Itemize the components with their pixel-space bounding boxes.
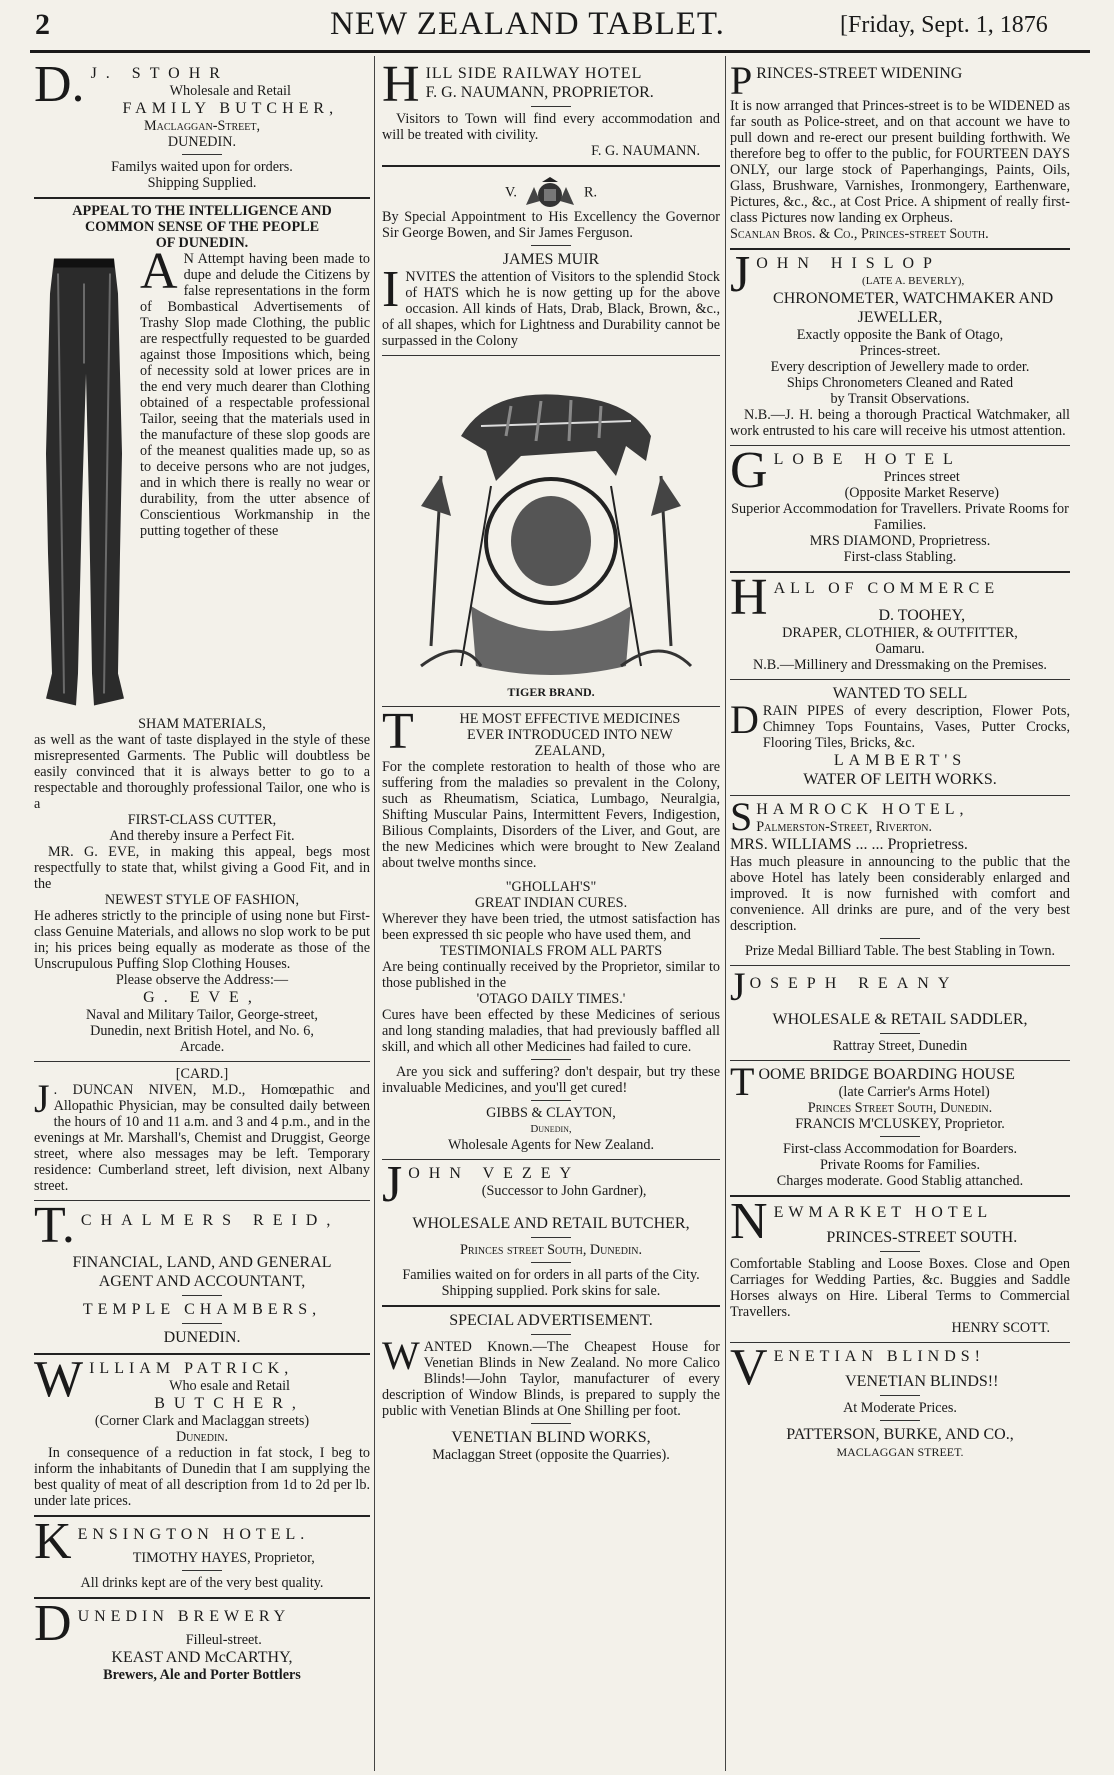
drop-cap: D	[730, 697, 759, 742]
divider	[531, 1262, 571, 1263]
ad-body: Are being continually received by the Proprietor, similar to those published in the	[382, 959, 720, 991]
drop-cap: H	[382, 60, 420, 113]
tiger-brand-illustration	[401, 366, 701, 682]
ad-vezey	[382, 1156, 720, 1307]
ad-body: Wherever they have been tried, the utmost satisfaction has been expressed th sic people who have used them, and	[382, 911, 720, 943]
drop-cap: N	[730, 1193, 768, 1250]
ad-stohr	[34, 60, 370, 199]
ad-emphasis: SHAM MATERIALS,	[138, 716, 266, 732]
drop-cap: J	[382, 1156, 403, 1213]
ad-heading: SPECIAL ADVERTISEMENT.	[449, 1312, 653, 1329]
ad-line: (late Carrier's Arms Hotel)	[838, 1084, 990, 1100]
divider	[531, 1059, 571, 1060]
ad-line: Dunedin.	[175, 1429, 229, 1445]
ad-line: Wholesale and Retail	[169, 83, 291, 99]
ad-line: DRAPER, CLOTHIER, & OUTFITTER,	[782, 625, 1018, 641]
ad-line: AGENT AND ACCOUNTANT,	[98, 1273, 306, 1290]
ad-line: Filleul-street.	[185, 1632, 262, 1648]
ad-line: FRANCIS M'CLUSKEY, Proprietor.	[795, 1116, 1005, 1132]
drop-cap: A	[140, 243, 178, 300]
ad-line: WHOLESALE & RETAIL SADDLER,	[772, 1011, 1028, 1028]
drop-cap: P	[730, 60, 753, 103]
royal-crest-icon	[520, 177, 580, 209]
drop-cap: W	[34, 1351, 84, 1408]
drop-cap: G	[730, 442, 768, 499]
ad-line: Arcade.	[179, 1039, 225, 1055]
ad-reid	[34, 1197, 370, 1355]
ad-kensington	[34, 1513, 370, 1599]
ad-line: MRS DIAMOND, Proprietress.	[809, 533, 991, 549]
ad-emphasis: 'OTAGO DAILY TIMES.'	[476, 991, 626, 1007]
ad-line: N.B.—Millinery and Dressmaking on the Premises.	[753, 657, 1047, 673]
drop-cap: H	[730, 569, 768, 626]
ad-hislop	[730, 246, 1070, 446]
ad-brewery	[34, 1595, 370, 1689]
ad-line: Princes street South, Dunedin.	[459, 1242, 643, 1258]
ad-body: NVITES the attention of Visitors to the splendid Stock of HATS which he is now getting up for the above occasion. All kinds of Hats, Drab, Black, Brown, &c., of all shapes, which for Lightness and Durability cannot be surpassed in the Colony	[382, 269, 720, 349]
ad-line: Brewers, Ale and Porter Bottlers	[103, 1667, 301, 1683]
advertiser-name: J. STOHR	[90, 65, 229, 82]
ad-line: Private Rooms for Families.	[820, 1157, 980, 1173]
divider	[182, 1570, 222, 1571]
divider	[531, 1423, 571, 1424]
advertiser-name: ENETIAN BLINDS!	[773, 1348, 985, 1365]
ad-eve	[34, 199, 370, 1062]
advertiser-name: CHALMERS REID,	[80, 1212, 340, 1229]
ad-line: Shipping supplied. Pork skins for sale.	[441, 1283, 661, 1299]
drop-cap: J	[730, 246, 751, 303]
divider	[531, 106, 571, 107]
ad-line: Dunedin, next British Hotel, and No. 6,	[90, 1023, 314, 1039]
ad-line: JEWELLER,	[857, 309, 943, 326]
drop-cap: I	[382, 261, 400, 318]
ad-body: It is now arranged that Princes-street is to be WIDENED as far south as Police-street, and on that account we have to pull down and re-erect our present building forthwith. We therefore beg to offer to the public, for FOURTEEN DAYS ONLY, our large stock of Paperhangings, Paints, Oils, Glass, Brushware, Varnishes, Ironmongery, Earthenware, Pictures, &c., &c., at Cost Price. A shipment of really first-class Pictures now landing ex Orpheus.	[730, 98, 1070, 226]
ad-heading: HE MOST EFFECTIVE MEDICINES	[459, 711, 681, 727]
ad-toome	[730, 1061, 1070, 1197]
ad-line: (LATE A. BEVERLY),	[862, 275, 965, 287]
ad-line: Princes street	[883, 469, 960, 485]
royal-r: R.	[584, 184, 598, 201]
ad-emphasis: GREAT INDIAN CURES.	[474, 895, 628, 911]
ad-line: First-class Accommodation for Boarders.	[782, 1141, 1018, 1157]
divider	[880, 1251, 920, 1252]
ad-line: Shipping Supplied.	[147, 175, 257, 191]
divider	[880, 1420, 920, 1421]
ad-emphasis: TESTIMONIALS FROM ALL PARTS	[439, 943, 663, 959]
advertiser-name: ILLIAM PATRICK,	[89, 1360, 294, 1377]
drop-cap: T	[382, 703, 414, 760]
ad-body: By Special Appointment to His Excellency the Governor Sir George Bowen, and Sir James Ferguson.	[382, 209, 720, 241]
page-number: 2	[35, 8, 50, 41]
ad-line: D. TOOHEY,	[878, 607, 966, 624]
ad-body: as well as the want of taste displayed in the style of these misrepresented Garments. The Public will doubtless be easily convinced that it is always better to go to a respectable and thoroughly professional Tailor, one who is a	[34, 732, 370, 812]
ad-patrick	[34, 1351, 370, 1517]
ad-line: F. G. NAUMANN, PROPRIETOR.	[425, 84, 654, 101]
drop-cap: S	[730, 794, 753, 839]
header-rule	[30, 50, 1090, 53]
ad-line: by Transit Observations.	[830, 391, 970, 407]
ad-heading: [CARD.]	[175, 1066, 229, 1082]
advertiser-name: ENSINGTON HOTEL.	[77, 1526, 310, 1543]
advertiser-name: OHN VEZEY	[408, 1165, 581, 1182]
ad-line: Familys waited upon for orders.	[111, 159, 293, 175]
issue-date: [Friday, Sept. 1, 1876	[840, 12, 1048, 38]
divider	[531, 1100, 571, 1101]
ad-line: Every description of Jewellery made to order.	[770, 359, 1030, 375]
ad-heading: APPEAL TO THE INTELLIGENCE AND	[72, 203, 332, 219]
ad-body: Comfortable Stabling and Loose Boxes. Close and Open Carriages for Wedding Parties, &c. Buggies and Saddle Horses always on Hire. Liberal Terms to Commercial Travellers.	[730, 1256, 1070, 1320]
ad-muir	[382, 167, 720, 356]
ad-line: Exactly opposite the Bank of Otago,	[796, 327, 1004, 343]
advertiser-name: JAMES MUIR	[502, 251, 600, 268]
divider	[531, 1237, 571, 1238]
ad-signature: F. G. NAUMANN.	[591, 143, 700, 159]
drop-cap: T.	[34, 1197, 75, 1254]
ad-line: Palmerston-Street, Riverton.	[756, 819, 932, 835]
advertiser-name: PATTERSON, BURKE, AND CO.,	[786, 1426, 1014, 1443]
ad-line: Maclaggan Street (opposite the Quarries).	[432, 1447, 670, 1463]
divider	[182, 154, 222, 155]
ad-line: BUTCHER,	[154, 1395, 305, 1412]
column-1	[34, 60, 370, 1770]
divider	[880, 1395, 920, 1396]
divider	[531, 245, 571, 246]
advertiser-name: GIBBS & CLAYTON,	[486, 1105, 616, 1121]
ad-line: Please observe the Address:—	[115, 972, 289, 988]
divider	[182, 1323, 222, 1324]
advertiser-name: EWMARKET HOTEL	[773, 1204, 993, 1221]
drop-cap: W	[382, 1333, 420, 1378]
column-3	[730, 60, 1070, 1770]
ad-line: Oamaru.	[875, 641, 925, 657]
ad-line: At Moderate Prices.	[843, 1400, 957, 1416]
ad-hillside	[382, 60, 720, 167]
ad-globe	[730, 442, 1070, 573]
advertiser-name: OHN HISLOP	[756, 255, 941, 272]
ad-heading: OF DUNEDIN.	[155, 235, 249, 251]
ad-emphasis: FIRST-CLASS CUTTER,	[127, 812, 277, 828]
ad-line: Wholesale Agents for New Zealand.	[447, 1137, 655, 1153]
ad-line: Princes-street.	[859, 343, 941, 359]
ad-heading: COMMON SENSE OF THE PEOPLE	[84, 219, 320, 235]
masthead-title: NEW ZEALAND TABLET.	[330, 6, 725, 42]
ad-newmarket	[730, 1193, 1070, 1343]
advertiser-name: VENETIAN BLIND WORKS,	[451, 1429, 651, 1446]
advertiser-name: HAMROCK HOTEL,	[756, 801, 969, 818]
drop-cap: K	[34, 1513, 72, 1570]
advertiser-name: UNEDIN BREWERY	[77, 1608, 291, 1625]
ad-emphasis: NEWEST STYLE OF FASHION,	[104, 892, 300, 908]
ad-niven	[34, 1062, 370, 1201]
drop-cap: J	[34, 1076, 50, 1121]
ad-body: Cures have been effected by these Medicines of serious and long standing maladies, that had previously baffled all skill, and which all other Medicines had failed to cure.	[382, 1007, 720, 1055]
ad-body: Are you sick and suffering? don't despair, but try these invaluable Medicines, and you'll get cured!	[382, 1064, 720, 1096]
page-header	[0, 0, 1114, 54]
ad-venetian	[730, 1339, 1070, 1466]
ad-heading: RINCES-STREET WIDENING	[756, 65, 963, 82]
ad-special	[382, 1307, 720, 1469]
ad-line: CHRONOMETER, WATCHMAKER AND	[773, 290, 1054, 307]
ad-line: (Corner Clark and Maclaggan streets)	[94, 1413, 310, 1429]
ad-body: N Attempt having been made to dupe and delude the Citizens by false representations in the form of Bombastical Advertisements of Trashy Slop made Clothing, the public are respectfully requested to be guarded against those Impositions which, being of necessity sold at lower prices are in the end very much dearer than Clothing obtained of a respectable professional Tailor, seeing that the materials used in the manufacture of these slop goods are of the meanest qualities made up, so as to deceive persons who are not judges, and in which there is really no wear or durability, from the utter absence of Conscientious Workmanship in the putting together of these	[140, 251, 370, 539]
ad-body: He adheres strictly to the principle of using none but First-class Genuine Materials, and allows no slop work to be put in; his prices being equally as moderate as those of the Unscrupulous Puffing Slop Clothing Houses.	[34, 908, 370, 972]
ad-line: FAMILY BUTCHER,	[122, 100, 339, 117]
drop-cap: V	[730, 1339, 768, 1396]
ad-heading: WANTED TO SELL	[832, 685, 968, 702]
column-rule	[725, 56, 726, 1771]
advertiser-name: ALL OF COMMERCE	[773, 580, 1000, 597]
ad-body: Visitors to Town will find every accommodation and will be treated with civility.	[382, 111, 720, 143]
ad-line: VENETIAN BLINDS!!	[845, 1373, 999, 1390]
ad-line: PRINCES-STREET SOUTH.	[826, 1229, 1018, 1246]
ad-emphasis: "GHOLLAH'S"	[505, 879, 597, 895]
ad-line: MACLAGGAN STREET.	[836, 1445, 964, 1459]
advertiser-name: G. EVE,	[143, 989, 261, 1006]
divider	[531, 1334, 571, 1335]
ad-commerce	[730, 569, 1070, 680]
ad-line: Prize Medal Billiard Table. The best Stabling in Town.	[744, 943, 1056, 959]
ad-line: And thereby insure a Perfect Fit.	[109, 828, 295, 844]
ad-heading: ZEALAND,	[534, 743, 606, 759]
drop-cap: J	[730, 964, 746, 1009]
ad-ghollah	[382, 703, 720, 1160]
ad-line: (Successor to John Gardner),	[481, 1183, 647, 1199]
advertiser-name: LAMBERT'S	[833, 752, 967, 769]
ad-heading: EVER INTRODUCED INTO NEW	[466, 727, 673, 743]
ad-body: N.B.—J. H. being a thorough Practical Watchmaker, all work entrusted to his care will receive his utmost attention.	[730, 407, 1070, 439]
ad-line: First-class Stabling.	[843, 549, 957, 565]
ad-line: FINANCIAL, LAND, AND GENERAL	[72, 1254, 332, 1271]
ad-line: TIMOTHY HAYES, Proprietor,	[132, 1550, 315, 1566]
ad-body: Has much pleasure in announcing to the public that the above Hotel has lately been considerably enlarged and improved. It is now furnished with comfort and convenience. All drinks are pure, and of the very best description.	[730, 854, 1070, 934]
ad-line: Maclaggan-Street,	[144, 118, 260, 134]
trousers-illustration	[34, 251, 134, 716]
ad-line: KEAST AND McCARTHY,	[111, 1649, 293, 1666]
ad-reany	[730, 966, 1070, 1061]
ad-body: ANTED Known.—The Cheapest House for Venetian Blinds in New Zealand. No more Calico Blinds!—John Taylor, manufacturer of every description of Window Blinds, is prepared to supply the public with Venetian Blinds at One Shilling per foot.	[382, 1339, 720, 1419]
ad-lambert	[730, 680, 1070, 796]
royal-v: V.	[504, 184, 517, 201]
image-caption: TIGER BRAND.	[507, 685, 595, 699]
ad-line: TEMPLE CHAMBERS,	[82, 1301, 322, 1318]
divider	[880, 1136, 920, 1137]
ad-body: For the complete restoration to health of those who are suffering from the maladies so prevalent in the Colony, such as Rheumatism, Sciatica, Lumbago, Neuralgia, Shifting Muscular Pains, Intermittent Fevers, Indigestion, Bilious Complaints, Disorders of the Liver, and Gout, are the new Medicines which were brought to New Zealand about twelve months since.	[382, 759, 720, 871]
ad-scanlan	[730, 60, 1070, 250]
column-rule	[374, 56, 375, 1771]
ad-line: Dunedin,	[530, 1123, 572, 1135]
ad-line: WATER OF LEITH WORKS.	[803, 771, 997, 788]
ad-line: WHOLESALE AND RETAIL BUTCHER,	[412, 1215, 690, 1232]
ad-line: DUNEDIN.	[163, 1329, 241, 1346]
ad-line: Princes Street South, Dunedin.	[807, 1100, 993, 1116]
ad-tiger	[382, 356, 720, 707]
divider	[880, 1033, 920, 1034]
ad-body: MR. G. EVE, in making this appeal, begs most respectfully to state that, whilst giving a Good Fit, and in the	[34, 844, 370, 892]
ad-signature: HENRY SCOTT.	[951, 1320, 1050, 1336]
ad-line: Naval and Military Tailor, George-street,	[86, 1007, 318, 1023]
ad-line: MRS. WILLIAMS ... ... Proprietress.	[730, 836, 968, 853]
ad-body: . DUNCAN NIVEN, M.D., Homœpathic and Allopathic Physician, may be consulted daily between the hours of 10 and 11 a.m. and 3 and 4 p.m., and in the evenings at Mr. Marshall's, Chemist and Druggist, George street, where also messages may be left. Temporary residence: Cumberland street, left division, next Albany street.	[34, 1082, 370, 1194]
column-2	[382, 60, 720, 1770]
ad-line: (Opposite Market Reserve)	[844, 485, 999, 501]
advertiser-name: LOBE HOTEL	[773, 451, 962, 468]
drop-cap: D.	[34, 60, 85, 113]
drop-cap: T	[730, 1059, 755, 1104]
ad-body: RAIN PIPES of every description, Flower Pots, Chimney Tops Fountains, Vases, Putter Crocks, Flooring Tiles, Bricks, &c.	[762, 703, 1070, 751]
ad-line: DUNEDIN.	[167, 134, 237, 150]
ad-body: In consequence of a reduction in fat stock, I beg to inform the inhabitants of Dunedin that I am supplying the best quality of meat of all description from 1d to 2d per lb. under late prices.	[34, 1445, 370, 1509]
advertiser-name: ILL SIDE RAILWAY HOTEL	[425, 65, 643, 82]
ad-line: All drinks kept are of the very best quality.	[80, 1575, 324, 1591]
ad-signature: Scanlan Bros. & Co., Princes-street South.	[730, 226, 989, 242]
ad-shamrock	[730, 796, 1070, 966]
divider	[182, 1295, 222, 1296]
drop-cap: D	[34, 1595, 72, 1652]
advertiser-name: OSEPH REANY	[749, 975, 959, 992]
divider	[880, 938, 920, 939]
ad-line: Ships Chronometers Cleaned and Rated	[786, 375, 1014, 391]
ad-line: Superior Accommodation for Travellers. Private Rooms for Families.	[731, 501, 1069, 533]
ad-line: Charges moderate. Good Stablig attanched.	[776, 1173, 1024, 1189]
ad-heading: OOME BRIDGE BOARDING HOUSE	[758, 1066, 1015, 1083]
ad-line: Who esale and Retail	[169, 1378, 291, 1394]
ad-line: Rattray Street, Dunedin	[832, 1038, 968, 1054]
ad-body: Families waited on for orders in all parts of the City.	[402, 1267, 700, 1283]
